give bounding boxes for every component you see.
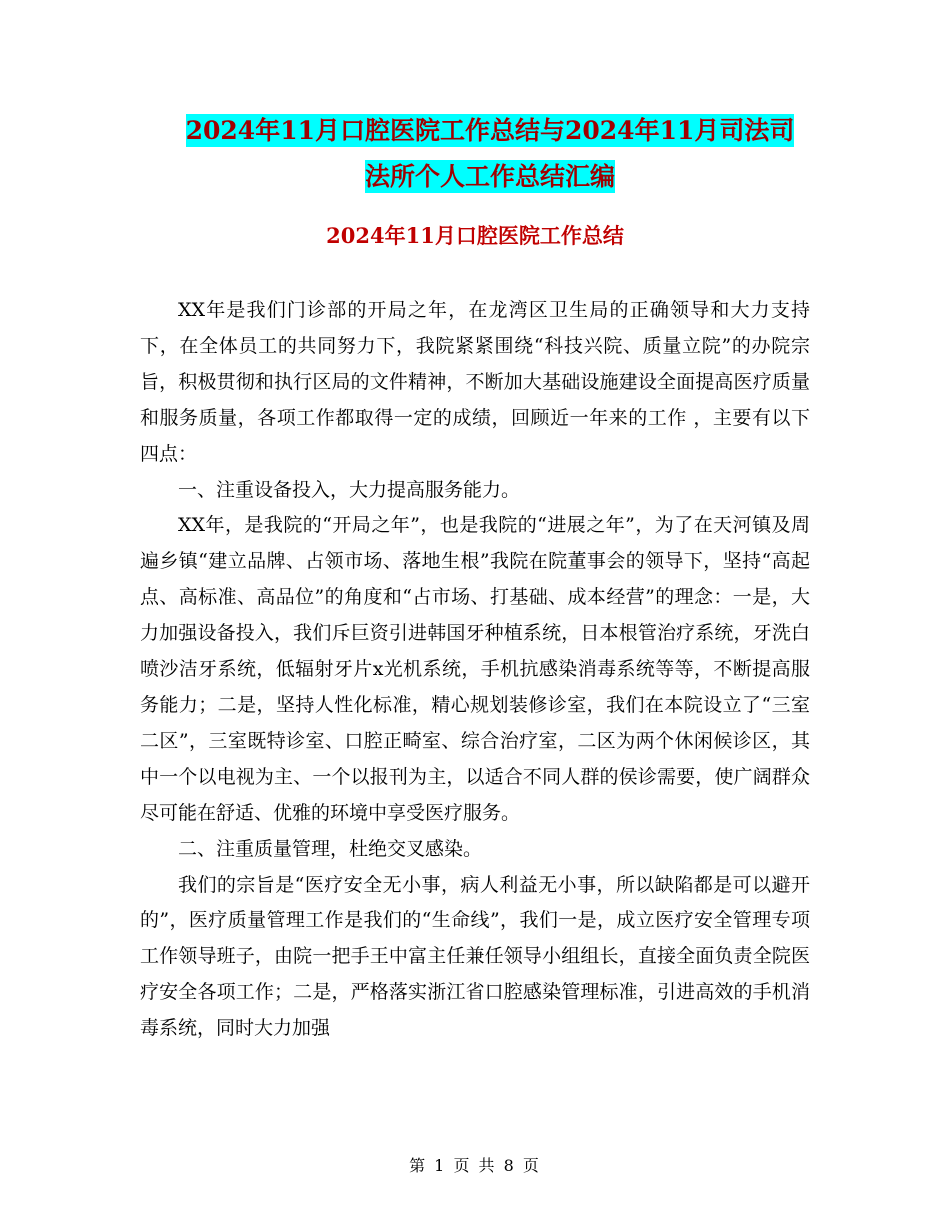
section-title: 2024年11月口腔医院工作总结: [326, 223, 624, 248]
page-footer: 第 1 页 共 8 页: [409, 1156, 541, 1175]
document-title-line-1: 2024年11月口腔医院工作总结与2024年11月司法司: [185, 116, 795, 145]
document-title-line-2: 法所个人工作总结汇编: [364, 162, 615, 191]
paragraph: XX年是我们门诊部的开局之年，在龙湾区卫生局的正确领导和大力支持下，在全体员工的共同努力下，我院紧紧围绕“科技兴院、质量立院”的办院宗旨，积极贯彻和执行区局的文件精神，不断加大基础设施建设全面提高医疗质量和服务质量，各项工作都取得一定的成绩，回顾近一年来的工作 ，主要有以下四点：: [140, 299, 810, 465]
document-body: [140, 293, 810, 1047]
paragraph: XX年，是我院的“开局之年”，也是我院的“进展之年”，为了在天河镇及周遍乡镇“建立品牌、占领市场、落地生根”我院在院董事会的领导下，坚持“高起点、高标准、高品位”的角度和“占市场、打基础、成本经营”的理念：一是，大力加强设备投入，我们斥巨资引进韩国牙种植系统，日本根管治疗系统，牙洗白喷沙洁牙系统，低辐射牙片x光机系统，手机抗感染消毒系统等等，不断提高服务能力；二是，坚持人性化标准，精心规划装修诊室，我们在本院设立了“三室二区”，三室既特诊室、口腔正畸室、综合治疗室，二区为两个休闲候诊区，其中一个以电视为主、一个以报刊为主，以适合不同人群的侯诊需要，使广阔群众尽可能在舒适、优雅的环境中享受医疗服务。: [140, 514, 810, 824]
paragraph: 我们的宗旨是“医疗安全无小事，病人利益无小事，所以缺陷都是可以避开的”，医疗质量管理工作是我们的“生命线”，我们一是，成立医疗安全管理专项工作领导班子，由院一把手王中富主任兼任领导小组组长，直接全面负责全院医疗安全各项工作；二是，严格落实浙江省口腔感染管理标准，引进高效的手机消毒系统，同时大力加强: [140, 873, 810, 1040]
document-title: [140, 108, 840, 200]
paragraph: 一、注重设备投入，大力提高服务能力。: [178, 478, 521, 501]
paragraph: 二、注重质量管理，杜绝交叉感染。: [178, 837, 483, 860]
